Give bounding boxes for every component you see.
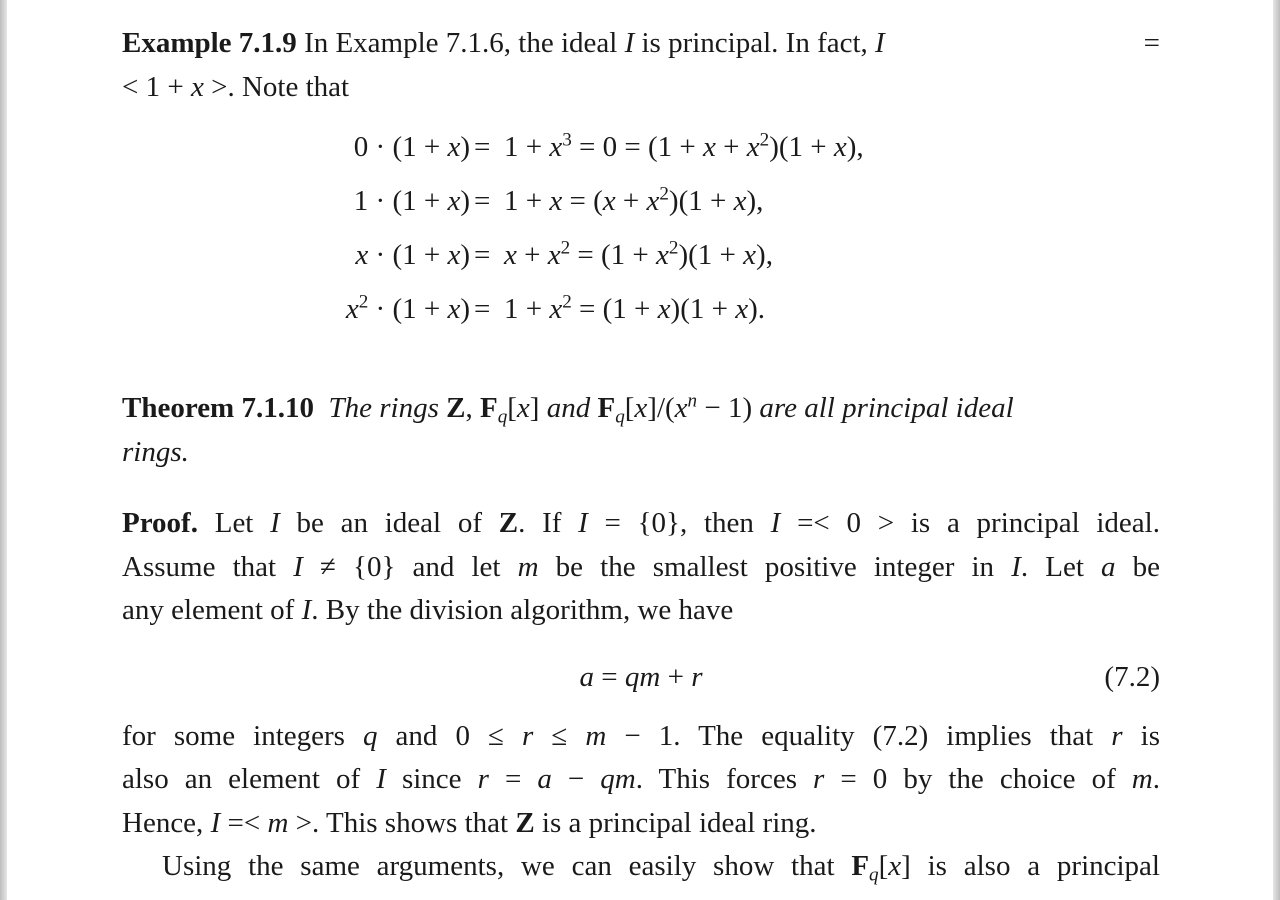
proof-line: Hence, I =< m >. This shows that Z is a principal ideal ring. — [122, 806, 817, 839]
theorem-text: The rings — [328, 392, 447, 424]
proof-text: , then — [679, 507, 771, 539]
math-I: I — [875, 27, 885, 59]
example-label: Example 7.1.9 — [122, 27, 297, 59]
eq-rel: = — [474, 293, 491, 325]
eq-lhs: 1 · (1 + x) — [353, 185, 470, 217]
proof-text: since — [385, 763, 478, 795]
equation-row — [122, 121, 1160, 173]
theorem-label: Theorem 7.1.10 — [122, 392, 314, 424]
proof-text: . If — [518, 507, 579, 539]
example-text: is principal. In fact, — [634, 27, 876, 59]
eq-rhs: $x + x^2 = (1 + x^2)(1 + x)$, — [504, 237, 773, 271]
theorem-paragraph: Theorem 7.1.10 The rings Z, $F_q[x]$ and $F_q[x]/(x^n - 1)$ are all principal ideal rings. — [122, 390, 1014, 468]
eq-rel: = — [474, 131, 491, 163]
example-paragraph — [122, 22, 1160, 109]
proof-text: . The equality (7.2) implies that — [673, 719, 1112, 752]
proof-text: . This forces — [635, 763, 814, 795]
eq-rhs: $1 + x^2 = (1 + x)(1 + x)$. — [504, 291, 766, 325]
proof-text: . This shows that — [312, 806, 516, 839]
eq-lhs: x · (1 + x) — [355, 239, 470, 271]
eq-rhs: $1 + x = (x + x^2)(1 + x)$, — [504, 183, 764, 217]
proof-text: be — [1115, 550, 1161, 583]
proof-text: is also a principal — [910, 850, 1160, 882]
proof-text: by the choice of — [887, 763, 1132, 795]
proof-text: any element of — [122, 594, 302, 626]
eq-rel: = — [474, 239, 491, 271]
proof-text: Hence, — [122, 806, 211, 839]
proof-line: Using the same arguments, we can easily show that $F_q[x]$ is also a principal — [162, 850, 1160, 886]
proof-text: be an ideal of — [279, 507, 499, 539]
proof-text: is a principal ideal. — [894, 507, 1160, 539]
math-equals: = — [1143, 27, 1160, 59]
example-text: In Example 7.1.6, the ideal — [296, 27, 625, 59]
proof-text: . Let — [1020, 550, 1102, 583]
equation-row — [122, 229, 1160, 281]
proof-text: is a principal ideal ring. — [534, 806, 817, 839]
proof-line: also an element of I since r = a − qm. This forces r = 0 by the choice of m. — [122, 763, 1160, 795]
eq-rel: = — [474, 185, 491, 217]
theorem-text: are all principal ideal — [752, 392, 1014, 424]
eq-lhs: 0 · (1 + x) — [353, 131, 470, 163]
proof-line: Proof. Let I be an ideal of Z. If I = {0}, then I =< 0 > is a principal ideal. — [122, 507, 1160, 539]
math-generator: < 1 + x > — [122, 70, 228, 103]
equation-body: a = qm + r — [579, 660, 703, 693]
proof-paragraph — [122, 502, 1160, 889]
proof-text: also an element of — [122, 763, 377, 795]
math-Fq: F — [479, 392, 498, 424]
proof-text: for some integers — [122, 719, 363, 752]
proof-text: and — [377, 719, 456, 752]
math-Fq: F — [597, 392, 616, 424]
proof-text: is — [1122, 719, 1160, 752]
math-Z: Z — [446, 392, 466, 424]
proof-text: Using the same arguments, we can easily show that — [162, 850, 852, 882]
math-I: I — [624, 27, 635, 59]
proof-text: Let — [197, 507, 271, 539]
eq-lhs: $x^2 \cdot (1 + x)$ — [345, 291, 470, 325]
example-text: . Note that — [227, 70, 350, 103]
equation-row — [122, 283, 1160, 335]
proof-text: . — [1152, 763, 1160, 795]
proof-text: be the smallest positive integer in — [538, 550, 1012, 583]
proof-line: Assume that I ≠ {0} and let m be the smallest positive integer in I. Let a be — [122, 550, 1161, 583]
display-equation-7-2 — [122, 647, 1160, 707]
eq-rhs: $1 + x^3 = 0 = (1 + x + x^2)(1 + x)$, — [504, 129, 864, 163]
proof-text: Assume that — [122, 550, 294, 583]
proof-line: any element of I. By the division algorithm, we have — [122, 594, 734, 626]
page-left-edge — [0, 0, 7, 900]
proof-text: and let — [395, 550, 518, 583]
proof-text: . By the division algorithm, we have — [311, 594, 734, 626]
theorem-text: and — [539, 392, 598, 424]
proof-line: for some integers q and 0 ≤ r ≤ m − 1. The equality (7.2) implies that r is — [122, 719, 1160, 752]
proof-label: Proof. — [122, 507, 198, 539]
equation-tag: (7.2) — [1104, 660, 1160, 693]
theorem-text: rings. — [122, 435, 189, 468]
page-right-edge — [1273, 0, 1280, 900]
equation-row — [122, 175, 1160, 227]
aligned-equations — [122, 121, 1160, 351]
document-page — [122, 22, 1160, 889]
